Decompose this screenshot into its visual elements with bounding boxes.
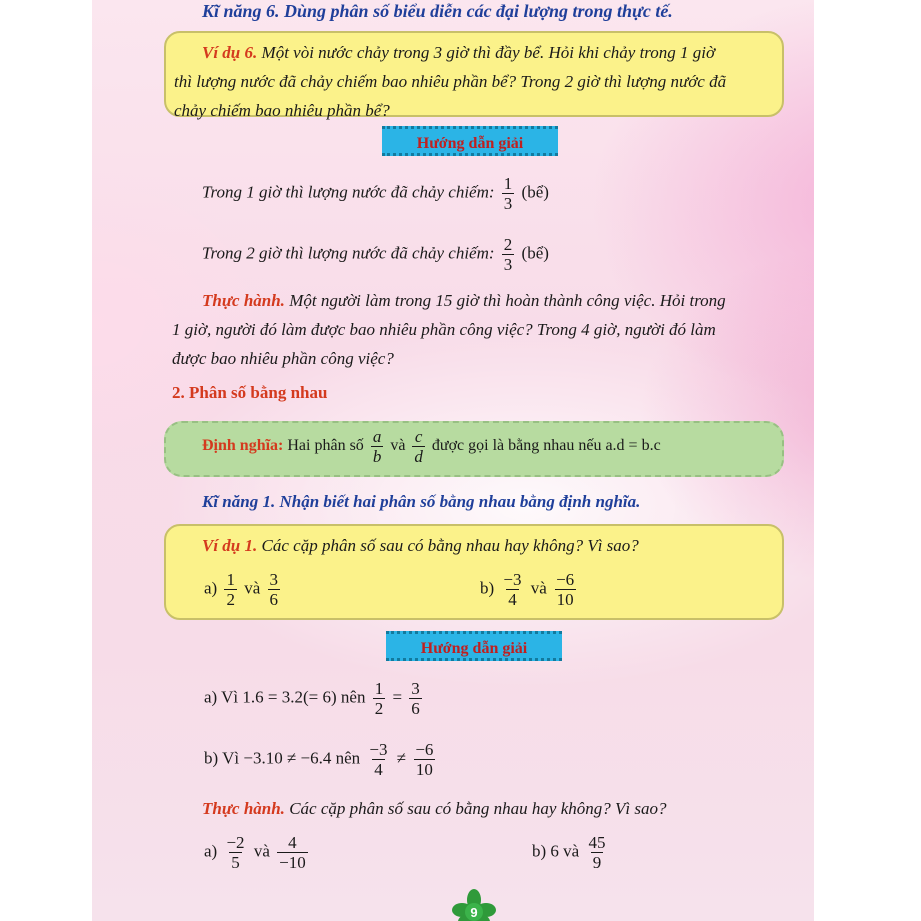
skill1-heading: Kĩ năng 1. Nhận biết hai phân số bằng nhau bằng định nghĩa.: [202, 492, 641, 511]
fraction: $\frac{2}{3}$: [503, 235, 513, 274]
textbook-page: [92, 0, 814, 921]
example6-label: Ví dụ 6.: [202, 43, 258, 62]
solution6-line2: Trong 2 giờ thì lượng nước đã chảy chiếm: $\frac{2}{3}$ (bể): [202, 235, 549, 274]
guide-label: Hướng dẫn giải: [382, 126, 558, 156]
fraction: $\frac{a}{b}$: [372, 427, 382, 466]
practice6-label: Thực hành.: [202, 291, 285, 310]
definition-text: Định nghĩa: Hai phân số $\frac{a}{b}$ và $\frac{c}{d}$ được gọi là bằng nhau nếu a.d = b.c: [202, 427, 661, 466]
section2-title: 2. Phân số bằng nhau: [172, 383, 328, 402]
solution6-line1: Trong 1 giờ thì lượng nước đã chảy chiếm: $\frac{1}{3}$ (bể): [202, 174, 549, 213]
solution1-a: a) Vì 1.6 = 3.2(= 6) nên $\frac{1}{2}$ = $\frac{3}{6}$: [204, 679, 420, 718]
example1-label: Ví dụ 1.: [202, 536, 258, 555]
practice1-item-a: a) $\frac{-2}{5}$ và $\frac{4}{-10}$: [204, 833, 306, 872]
practice1-item-b: b) 6 và $\frac{45}{9}$: [532, 833, 606, 872]
page-number-flower-icon: [450, 888, 498, 921]
practice1-label: Thực hành.: [202, 799, 285, 818]
skill6-heading: Kĩ năng 6. Dùng phân số biểu diễn các đại lượng trong thực tế.: [202, 1, 673, 21]
example1-item-b: b) $\frac{-3}{4}$ và $\frac{-6}{10}$: [480, 570, 575, 609]
fraction: $\frac{c}{d}$: [414, 427, 423, 466]
example1-text: Ví dụ 1. Các cặp phân số sau có bằng nhau hay không? Vì sao?: [202, 536, 639, 555]
practice1-text: Thực hành. Các cặp phân số sau có bằng nhau hay không? Vì sao?: [202, 799, 667, 818]
example6-text: Ví dụ 6. Một vòi nước chảy trong 3 giờ thì đầy bể. Hỏi khi chảy trong 1 giờ thì lượng nước đã chảy chiếm bao nhiêu phần bể? Trong 2 giờ thì lượng nước đã chảy chiếm bao nhiêu phần bể?: [174, 43, 727, 120]
example1-item-a: a) $\frac{1}{2}$ và $\frac{3}{6}$: [204, 570, 279, 609]
fraction: $\frac{1}{3}$: [503, 174, 513, 213]
solution1-b: b) Vì −3.10 ≠ −6.4 nên $\frac{-3}{4}$ ≠ $\frac{-6}{10}$: [204, 740, 434, 779]
guide-label-2: Hướng dẫn giải: [386, 631, 562, 661]
page-number: 9: [470, 905, 478, 920]
practice6-text: Thực hành. Một người làm trong 15 giờ thì hoàn thành công việc. Hỏi trong 1 giờ, người đó làm được bao nhiêu phần công việc? Trong 4 giờ, người đó làm được bao nhiêu phần công việc?: [172, 291, 726, 368]
definition-label: Định nghĩa:: [202, 437, 284, 455]
